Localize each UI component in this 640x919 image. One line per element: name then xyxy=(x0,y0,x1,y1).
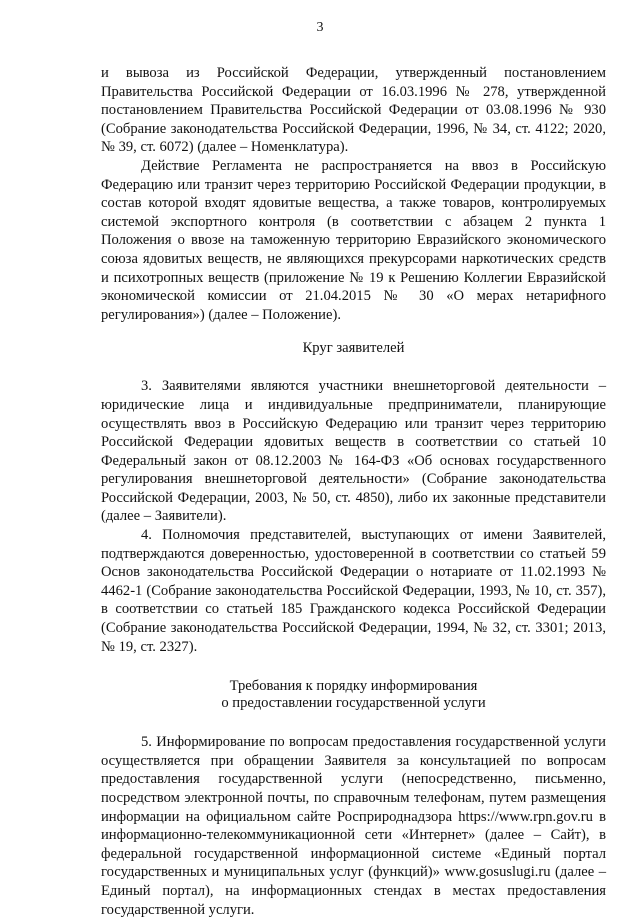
paragraph-regulation-scope: Действие Регламента не распространяется на ввоз в Российскую Федерацию или транзит через территорию Российской Федерации продукции, в состав которой входят ядовитые вещества, а также товаров, контролируемых системой экспортного контроля (в соответствии с абзацем 2 пункта 1 Положения о ввозе на таможенную территорию Евразийского экономического союза ядовитых веществ, не являющихся прекурсорами наркотических средств и психотропных веществ (приложение № 19 к Решению Коллегии Евразийской экономической комиссии от 21.04.2015 № 30 «О мерах нетарифного регулирования») (далее – Положение). xyxy=(101,157,606,323)
paragraph-nomenclature-end: и вывоза из Российской Федерации, утвержденный постановлением Правительства Российской Федерации от 16.03.1996 № 278, утвержденной постановлением Правительства Российской Федерации от 03.08.1996 № 930 (Собрание законодательства Российской Федерации, 1996, № 34, ст. 4122; 2020, № 39, ст. 6072) (далее – Номенклатура). xyxy=(101,65,606,156)
paragraph-item-3: 3. Заявителями являются участники внешнеторговой деятельности – юридические лица и индивидуальные предприниматели, планирующие осуществлять ввоз в Российскую Федерацию или транзит через территорию Российской Федерации ядовитых веществ в соответствии со статьей 10 Федеральный закон от 08.12.2003 № 164-ФЗ «Об основах государственного регулирования внешнеторговой деятельности» (Собрание законодательства Российской Федерации, 2003, № 50, ст. 4850), либо их законные представители (далее – Заявители). xyxy=(101,378,606,525)
page-number: 3 xyxy=(316,20,324,35)
paragraph-item-5: 5. Информирование по вопросам предоставления государственной услуги осуществляется при обращении Заявителя за консультацией по вопросам предоставления государственной услуги (непосредственно, письменно, посредством электронной почты, по справочным телефонам, путем размещения информации на официальном сайте Росприроднадзора https://www.rpn.gov.ru в информационно-телекоммуникационной сети «Интернет» (далее – Сайт), в федеральной государственной информационной системе «Единый портал государственных и муниципальных услуг (функций)» www.gosuslugi.ru (далее – Единый портал), на информационных стендах в местах предоставления государственной услуги. xyxy=(101,734,606,918)
section-heading-applicants: Круг заявителей xyxy=(302,340,405,357)
section-heading-requirements xyxy=(101,678,606,712)
section-heading-requirements-line-1: Требования к порядку информирования xyxy=(229,678,478,695)
paragraph-item-4: 4. Полномочия представителей, выступающих от имени Заявителей, подтверждаются доверенностью, удостоверенной в соответствии со статьей 59 Основ законодательства Российской Федерации о нотариате от 11.02.1993 № 4462-1 (Собрание законодательства Российской Федерации, 1993, № 10, ст. 357), в соответствии со статьей 185 Гражданского кодекса Российской Федерации (Собрание законодательства Российской Федерации, 1994, № 32, ст. 3301; 2013, № 19, ст. 2327). xyxy=(101,527,606,655)
document-body xyxy=(101,64,606,919)
section-heading-requirements-line-2: о предоставлении государственной услуги xyxy=(221,695,486,712)
